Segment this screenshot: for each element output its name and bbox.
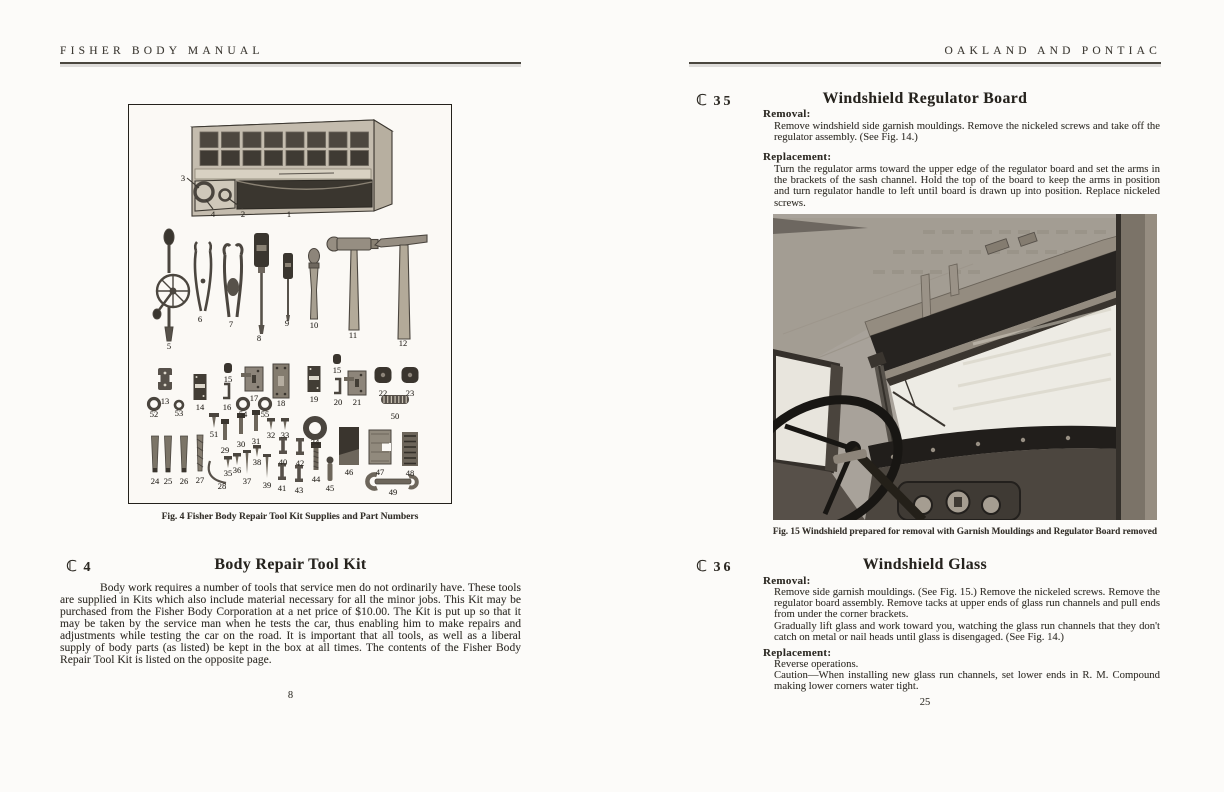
figure-callout-55: 55 <box>260 409 270 419</box>
figure-callout-48: 48 <box>405 468 415 478</box>
figure-callout-47: 47 <box>375 467 385 477</box>
windshield-photo <box>773 214 1157 520</box>
toolkit-figure <box>128 104 452 504</box>
figure-callout-32: 32 <box>266 430 276 440</box>
left-running-header <box>60 45 521 64</box>
section36-heading <box>690 556 1160 576</box>
figure-callout-12: 12 <box>398 338 408 348</box>
figure-callout-23: 23 <box>405 388 415 398</box>
section36-title: Windshield Glass <box>862 556 988 573</box>
figure-callout-24: 24 <box>150 476 160 486</box>
s36-replacement-paragraph-2: Caution—When installing new glass run channels, set lower ends in R. M. Compound making lower corners water tight. <box>774 669 1160 693</box>
figure-callout-18: 18 <box>276 398 286 408</box>
figure-callout-22: 22 <box>378 388 388 398</box>
section35-number: 35 <box>713 94 734 109</box>
s35-removal-text: Remove windshield side garnish mouldings. Remove the nickeled screws and take off the regulator assembly. (See Fig. 14.) <box>774 120 1160 144</box>
figure-callout-3: 3 <box>180 173 186 183</box>
tack-hammer <box>375 235 427 339</box>
figure-callout-17: 17 <box>249 393 259 403</box>
figure-callout-49: 49 <box>388 487 398 497</box>
figure-callout-7: 7 <box>228 319 234 329</box>
figure-callout-14: 14 <box>195 402 205 412</box>
figure-callout-11: 11 <box>348 330 358 340</box>
paragraph-mark-icon: ℂ <box>696 91 708 109</box>
paragraph-mark-icon: ℂ <box>66 557 78 575</box>
parts-cabinet <box>187 120 392 216</box>
toolkit-figure-art <box>129 105 451 503</box>
figure-callout-52: 52 <box>149 409 159 419</box>
section4-number: 4 <box>83 560 94 575</box>
s36-removal-paragraph-1: Remove side garnish mouldings. (See Fig. 15.) Remove the nickeled screws. Remove the regulator board assembly. Remove tacks at upper ends of glass run channels and pull ends from under the corner brackets. <box>774 586 1160 621</box>
figure-callout-35: 35 <box>223 468 233 478</box>
figure-callout-5: 5 <box>166 341 172 351</box>
paragraph-mark-icon: ℂ <box>696 557 708 575</box>
slip-joint-pliers <box>224 245 242 317</box>
figure-callout-46: 46 <box>344 467 354 477</box>
section35-title: Windshield Regulator Board <box>822 90 1028 107</box>
section4-body: Body work requires a number of tools that service men do not ordinarily have. These tools are supplied in Kits which also include material necessary for all the minor jobs. This Kit may be purchased from the Fisher Body Corporation at a net price of $10.00. The Kit is put up so that it may be taken by the service man when he tests the car, thus enabling him to make repairs and adjustments while testing the car on the road. It is important that all tools, as well as a liberal supply of body parts (as listed) be kept in the box at all times. The contents of the Fisher Body Repair Tool Kit is listed on the opposite page. <box>60 582 521 667</box>
figure-callout-27: 27 <box>195 475 205 485</box>
figure-callout-30: 30 <box>236 439 246 449</box>
hand-drill <box>153 229 189 341</box>
figure-callout-50: 50 <box>390 411 400 421</box>
figure-callout-53: 53 <box>174 408 184 418</box>
s36-replacement-paragraph-1: Reverse operations. <box>774 658 859 670</box>
figure-callout-28: 28 <box>217 481 227 491</box>
figure-callout-43: 43 <box>294 485 304 495</box>
right-running-header-text: OAKLAND AND PONTIAC <box>944 45 1161 57</box>
figure-callout-10: 10 <box>309 320 319 330</box>
s35-replacement-text: Turn the regulator arms toward the upper edge of the regulator board and set the arms in the brackets of the sash channel. Hold the top of the board to keep the arms in position and turn regulator handle to left until board is drawn up into position. Replace nickeled screws. <box>774 163 1160 209</box>
section36-number: 36 <box>713 560 734 575</box>
section36-mark <box>696 557 734 576</box>
figure-callout-42: 42 <box>295 458 305 468</box>
left-page-number: 8 <box>287 690 294 701</box>
section35-mark <box>696 91 734 110</box>
right-pillar <box>1116 214 1157 520</box>
figure4-caption: Fig. 4 Fisher Body Repair Tool Kit Supplies and Part Numbers <box>161 511 419 522</box>
figure-callout-15: 15 <box>223 374 233 384</box>
figure-callout-25: 25 <box>163 476 173 486</box>
figure-callout-41: 41 <box>277 483 287 493</box>
s35-removal-label: Removal: <box>763 108 811 120</box>
figure-callout-1: 1 <box>286 209 292 219</box>
needle-pliers <box>195 242 211 311</box>
s36-replacement-label: Replacement: <box>763 647 832 659</box>
right-page-number: 25 <box>919 697 931 708</box>
section4-heading <box>60 556 521 576</box>
screwdriver-small <box>283 253 293 321</box>
file-handle <box>309 249 320 320</box>
section35-heading <box>690 90 1160 110</box>
figure-callout-51: 51 <box>209 429 219 439</box>
screwdriver-large <box>254 233 269 334</box>
s36-removal-text <box>774 587 1160 643</box>
figure-callout-26: 26 <box>179 476 189 486</box>
section4-mark <box>66 557 94 576</box>
windshield-photo-art <box>773 214 1157 520</box>
ball-peen-hammer <box>327 237 378 330</box>
section4-title: Body Repair Tool Kit <box>214 556 367 573</box>
figure-callout-4: 4 <box>210 209 216 219</box>
figure-callout-44: 44 <box>311 474 321 484</box>
figure-callout-34: 34 <box>310 437 320 447</box>
s35-replacement-label: Replacement: <box>763 151 832 163</box>
figure15-caption: Fig. 15 Windshield prepared for removal with Garnish Mouldings and Regulator Board removed <box>772 527 1158 537</box>
side-window <box>773 352 843 472</box>
figure-callout-33: 33 <box>280 430 290 440</box>
s36-removal-paragraph-2: Gradually lift glass and work toward you, watching the glass run channels that they don't catch on metal or nail heads until glass is disengaged. (See Fig. 14.) <box>774 619 1160 643</box>
figure-callout-38: 38 <box>252 457 262 467</box>
figure-callout-36: 36 <box>232 465 242 475</box>
s36-replacement-text <box>774 659 1160 693</box>
figure-callout-54: 54 <box>238 409 248 419</box>
figure-callout-45: 45 <box>325 483 335 493</box>
figure-callout-40: 40 <box>278 457 288 467</box>
figure-callout-15: 15 <box>332 365 342 375</box>
figure-callout-29: 29 <box>220 445 230 455</box>
figure-callout-6: 6 <box>197 314 203 324</box>
figure-callout-13: 13 <box>160 396 170 406</box>
figure-callout-20: 20 <box>333 397 343 407</box>
figure-callout-2: 2 <box>240 209 246 219</box>
figure-callout-8: 8 <box>256 333 262 343</box>
right-running-header <box>689 45 1161 64</box>
figure-callout-39: 39 <box>262 480 272 490</box>
figure-callout-9: 9 <box>284 318 290 328</box>
figure-callout-16: 16 <box>222 402 232 412</box>
figure-callout-21: 21 <box>352 397 362 407</box>
figure-callout-31: 31 <box>251 436 261 446</box>
left-running-header-text: FISHER BODY MANUAL <box>60 45 264 57</box>
figure-callout-37: 37 <box>242 476 252 486</box>
figure-callout-19: 19 <box>309 394 319 404</box>
s36-removal-label: Removal: <box>763 575 811 587</box>
